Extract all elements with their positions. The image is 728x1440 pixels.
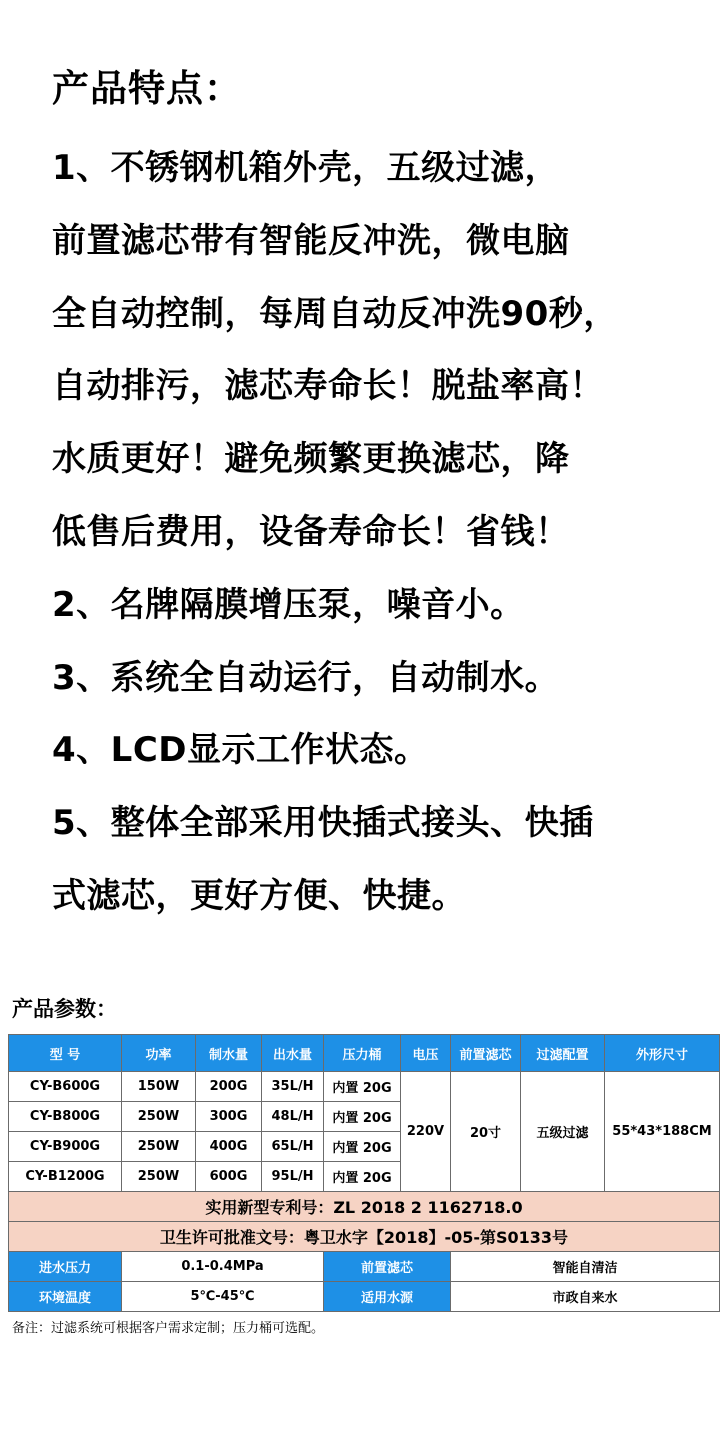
cell-flow: 65L/H	[262, 1132, 324, 1162]
label-ambient-temp: 环境温度	[9, 1282, 122, 1312]
license-number: 卫生许可批准文号：粤卫水字【2018】-05-第S0133号	[9, 1222, 720, 1252]
feature-line: 4、LCD显示工作状态。	[52, 730, 429, 771]
cell-filter-config: 五级过滤	[521, 1072, 605, 1192]
cell-model: CY-B900G	[9, 1132, 122, 1162]
feature-line: 5、整体全部采用快插式接头、快插	[52, 803, 594, 844]
cell-production: 400G	[196, 1132, 262, 1162]
header-voltage: 电压	[401, 1035, 451, 1072]
cell-voltage: 220V	[401, 1072, 451, 1192]
cell-tank: 内置 20G	[324, 1102, 401, 1132]
cell-production: 200G	[196, 1072, 262, 1102]
feature-line: 式滤芯，更好方便、快捷。	[52, 875, 466, 916]
extra-row	[9, 1282, 720, 1312]
feature-line: 前置滤芯带有智能反冲洗，微电脑	[52, 220, 570, 261]
feature-line: 2、名牌隔膜增压泵，噪音小。	[52, 584, 525, 625]
header-prefilter: 前置滤芯	[451, 1035, 521, 1072]
label-prefilter: 前置滤芯	[324, 1252, 451, 1282]
table-header-row	[9, 1035, 720, 1072]
header-power: 功率	[122, 1035, 196, 1072]
header-production: 制水量	[196, 1035, 262, 1072]
cell-model: CY-B800G	[9, 1102, 122, 1132]
header-model: 型 号	[9, 1035, 122, 1072]
cell-power: 250W	[122, 1132, 196, 1162]
feature-line: 1、不锈钢机箱外壳，五级过滤，	[52, 148, 560, 188]
cell-power: 250W	[122, 1162, 196, 1192]
feature-line: 水质更好！避免频繁更换滤芯，降	[52, 439, 570, 480]
cell-power: 150W	[122, 1072, 196, 1102]
cell-flow: 48L/H	[262, 1102, 324, 1132]
value-inlet-pressure: 0.1-0.4MPa	[122, 1252, 324, 1282]
patent-row	[9, 1192, 720, 1222]
cell-flow: 35L/H	[262, 1072, 324, 1102]
product-features	[52, 62, 728, 933]
value-water-source: 市政自来水	[451, 1282, 720, 1312]
cell-tank: 内置 20G	[324, 1132, 401, 1162]
license-row	[9, 1222, 720, 1252]
cell-production: 300G	[196, 1102, 262, 1132]
header-filter-config: 过滤配置	[521, 1035, 605, 1072]
spec-table	[8, 1034, 720, 1312]
params-title: 产品参数：	[12, 997, 117, 1021]
header-flow: 出水量	[262, 1035, 324, 1072]
cell-model: CY-B1200G	[9, 1162, 122, 1192]
feature-line: 低售后费用，设备寿命长！省钱！	[52, 511, 570, 552]
feature-line: 自动排污，滤芯寿命长！脱盐率高！	[52, 366, 604, 407]
label-inlet-pressure: 进水压力	[9, 1252, 122, 1282]
cell-tank: 内置 20G	[324, 1072, 401, 1102]
feature-line: 全自动控制，每周自动反冲洗90秒，	[52, 293, 618, 334]
cell-dimensions: 55*43*188CM	[605, 1072, 720, 1192]
feature-line: 3、系统全自动运行，自动制水。	[52, 657, 560, 698]
cell-model: CY-B600G	[9, 1072, 122, 1102]
features-title: 产品特点：	[52, 67, 242, 110]
cell-prefilter: 20寸	[451, 1072, 521, 1192]
extra-row	[9, 1252, 720, 1282]
cell-production: 600G	[196, 1162, 262, 1192]
label-water-source: 适用水源	[324, 1282, 451, 1312]
cell-tank: 内置 20G	[324, 1162, 401, 1192]
footnote: 备注：过滤系统可根据客户需求定制；压力桶可选配。	[12, 1321, 325, 1336]
header-tank: 压力桶	[324, 1035, 401, 1072]
cell-power: 250W	[122, 1102, 196, 1132]
patent-number: 实用新型专利号：ZL 2018 2 1162718.0	[9, 1192, 720, 1222]
table-row	[9, 1072, 720, 1102]
value-ambient-temp: 5℃-45℃	[122, 1282, 324, 1312]
header-dimensions: 外形尺寸	[605, 1035, 720, 1072]
cell-flow: 95L/H	[262, 1162, 324, 1192]
value-prefilter: 智能自清洁	[451, 1252, 720, 1282]
